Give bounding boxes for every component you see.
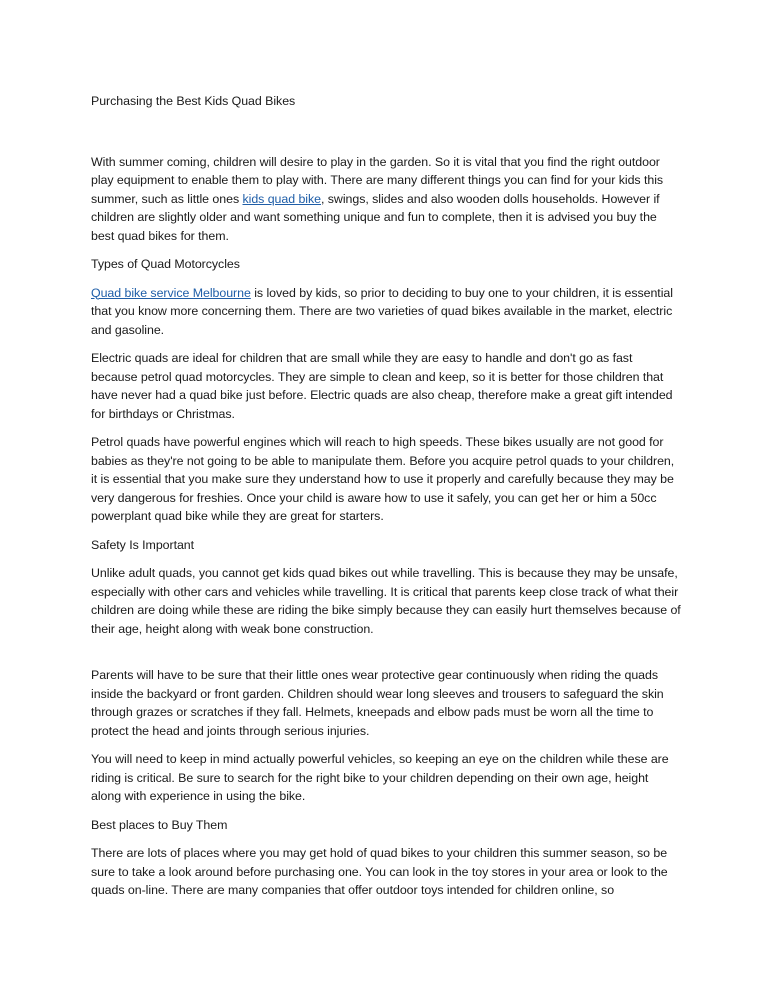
kids-quad-bike-link[interactable]: kids quad bike <box>242 191 321 206</box>
document-title: Purchasing the Best Kids Quad Bikes <box>91 94 296 108</box>
types-text-after-link: is loved by kids, so prior to deciding to buy one to your children, it is essential that you know more concerning them. There are two varieties of quad bikes available in the market, electric and gasoline. <box>91 285 673 337</box>
quad-bike-service-link[interactable]: Quad bike service Melbourne <box>91 285 251 300</box>
electric-paragraph: Electric quads are ideal for children that are small while they are easy to handle and don't go as fast because petrol quad motorcycles. They are simple to clean and keep, so it is better for those children that have never had a quad bike just before. Electric quads are also cheap, therefore make a great gift intended for birthdays or Christmas. <box>91 351 673 421</box>
types-paragraph <box>91 284 681 340</box>
heading-places: Best places to Buy Them <box>91 817 228 832</box>
safety-paragraph: Unlike adult quads, you cannot get kids quad bikes out while travelling. This is because they may be unsafe, especially with other cars and vehicles while travelling. It is critical that parents keep close track of what their children are doing while these are riding the bike simply because they can easily hurt themselves because of their age, height along with weak bone construction. <box>91 566 681 636</box>
places-paragraph: There are lots of places where you may get hold of quad bikes to your children this summer season, so be sure to take a look around before purchasing one. You can look in the toy stores in your area or look to the quads on-line. There are many companies that offer outdoor toys intended for children online, so <box>91 846 668 897</box>
gear-paragraph: Parents will have to be sure that their little ones wear protective gear continuously when riding the quads inside the backyard or front garden. Children should wear long sleeves and trousers to safeguard the skin through grazes or scratches if they fall. Helmets, kneepads and elbow pads must be worn all the time to protect the head and joints through serious injuries. <box>91 668 664 738</box>
intro-text-before-link: With summer coming, children will desire to play in the garden. So it is vital that you find the right outdoor play equipment to enable them to play with. There are many different things you can find for your kids this summer, such as little ones <box>91 154 664 206</box>
heading-types: Types of Quad Motorcycles <box>91 257 240 271</box>
document-body <box>91 92 681 910</box>
heading-safety: Safety Is Important <box>91 537 195 552</box>
intro-paragraph <box>91 153 681 246</box>
vehicles-paragraph: You will need to keep in mind actually powerful vehicles, so keeping an eye on the children while these are riding is critical. Be sure to search for the right bike to your children depending on their own age, height along with experience in using the bike. <box>91 752 669 803</box>
intro-text-after-link: , swings, slides and also wooden dolls households. However if children are slightly older and want something unique and fun to complete, then it is advised you buy the best quad bikes for them. <box>91 191 660 243</box>
petrol-paragraph: Petrol quads have powerful engines which will reach to high speeds. These bikes usually are not good for babies as they're not going to be able to manipulate them. Before you acquire petrol quads to your children, it is essential that you make sure they understand how to use it properly and carefully because they may be very dangerous for freshies. Once your child is aware how to use it safely, you can get her or him a 50cc powerplant quad bike while they are great for starters. <box>91 435 675 523</box>
